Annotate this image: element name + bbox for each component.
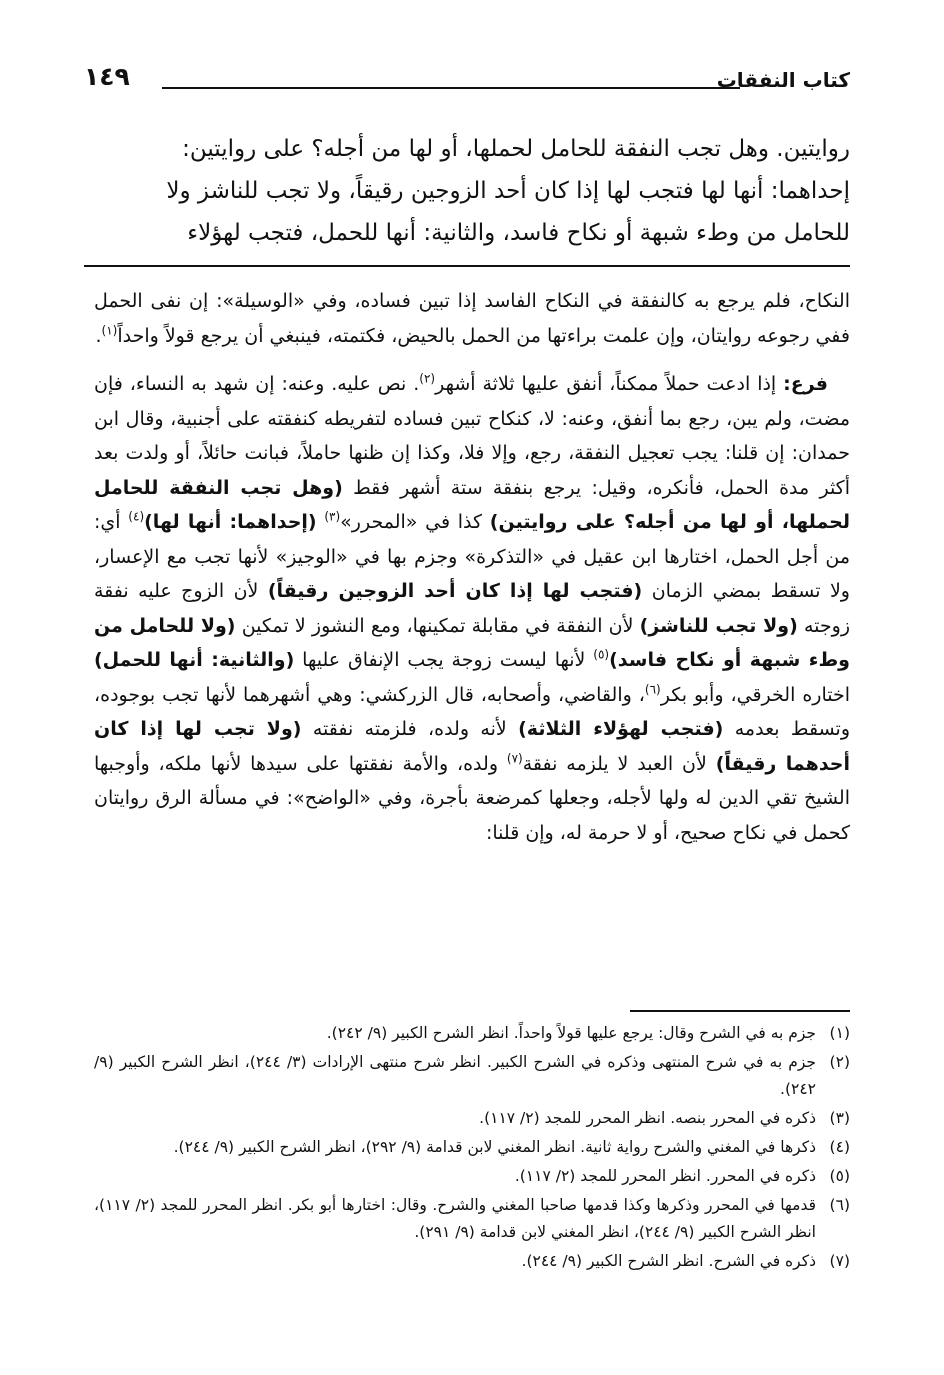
footnote-ref: (٣) xyxy=(324,509,341,524)
sharh-text-run: لأن العبد لا يلزمه نفقة xyxy=(522,752,716,775)
footnote-text: جزم به في شرح المنتهى وذكره في الشرح الكبير. انظر شرح منتهى الإرادات (٣/ ٢٤٤)، انظر الشرح الكبير (٩/ ٢٤٢). xyxy=(94,1053,816,1098)
sharh-text-run: ، والقاضي، وأصحابه، قال الزركشي: وهي أشهرهما لأنها تجب بوجوده، وتسقط بعدمه xyxy=(94,683,850,740)
sharh-text-run: ولده، والأمة نفقتها على سيدها لأنها ملكه، وأوجبها الشيخ تقي الدين له ولها لأجله، وجعلها كمرضعة بأجرة، وفي «الواضح»: في مسألة الرق روايتان كحمل في نكاح صحيح، أو لا حرمة له، وإن قلنا: xyxy=(94,752,850,844)
footnote-ref: (٢) xyxy=(419,371,436,386)
footnote-number: (٤) xyxy=(829,1138,850,1156)
matn-quote: (والثانية: أنها للحمل) xyxy=(94,649,295,671)
footnote-separator xyxy=(630,1010,850,1012)
matn-line: إحداهما: أنها لها فتجب لها إذا كان أحد الزوجين رقيقاً، ولا تجب للناشز ولا xyxy=(166,178,850,204)
footnote-text: قدمها في المحرر وذكرها وكذا قدمها صاحبا المغني والشرح. وقال: اختارها أبو بكر. انظر المحرر للمجد (٢/ ١١٧)، انظر الشرح الكبير (٩/ ٢٤٤)، انظر المغني لابن قدامة (٩/ ٢٩١). xyxy=(94,1196,817,1241)
sharh-text-run: إذا ادعت حملاً ممكناً، أنفق عليها ثلاثة أشهر xyxy=(435,373,784,395)
page-number: ١٤٩ xyxy=(84,62,130,91)
far-label: فرع: xyxy=(783,373,828,395)
footnotes xyxy=(94,1020,850,1277)
footnote-number: (٣) xyxy=(829,1109,850,1127)
matn-quote: (فتجب لهؤلاء الثلاثة) xyxy=(518,718,724,740)
footnote-text: ذكره في الشرح. انظر الشرح الكبير (٩/ ٢٤٤). xyxy=(521,1252,816,1270)
footnote-number: (٥) xyxy=(829,1167,850,1185)
matn-quote: (ولا تجب للناشز) xyxy=(639,614,798,637)
matn-quote: (ولا للحامل من وطء شبهة أو نكاح فاسد) xyxy=(94,614,850,671)
matn-line: للحامل من وطء شبهة أو نكاح فاسد، والثانية: أنها للحمل، فتجب لهؤلاء xyxy=(187,220,850,246)
matn-quote: (وهل تجب النفقة للحامل لحملها، أو لها من أجله؟ على روايتين) xyxy=(94,476,851,533)
footnote-ref: (٤) xyxy=(128,509,145,524)
sharh-text-run: لأنه ولده، فلزمته نفقته xyxy=(301,718,519,740)
footnote-number: (٢) xyxy=(829,1053,850,1071)
footnote-text: ذكره في المحرر بنصه. انظر المحرر للمجد (٢/ ١١٧). xyxy=(479,1109,816,1127)
footnote-ref: (٧) xyxy=(506,751,523,766)
matn-quote: (ولا تجب لها إذا كان أحدهما رقيقاً) xyxy=(94,718,850,775)
sharh-paragraph-1 xyxy=(94,284,850,353)
footnote-text: جزم به في الشرح وقال: يرجع عليها قولاً واحداً. انظر الشرح الكبير (٩/ ٢٤٢). xyxy=(326,1024,816,1042)
footnote xyxy=(94,1105,850,1132)
footnote-number: (٧) xyxy=(829,1252,850,1270)
sharh-text-run: لأن الزوج عليه نفقة زوجته xyxy=(94,580,850,637)
sharh-paragraph-2 xyxy=(94,367,850,850)
sharh-text-run: . xyxy=(95,324,102,347)
footnote-ref: (١) xyxy=(101,323,118,338)
sharh-text-run: اختاره الخرقي، وأبو بكر xyxy=(660,683,851,706)
sharh-text-run: أي: من أجل الحمل، اختارها ابن عقيل في «التذكرة» وجزم بها في «الوجيز» لأنها تجب مع الإعسار، ولا تسقط بمضي الزمان xyxy=(94,511,850,602)
footnote-number: (١) xyxy=(829,1024,850,1042)
sharh-text xyxy=(94,284,850,850)
sharh-text-run: لأنها ليست زوجة يجب الإنفاق عليها xyxy=(294,649,594,671)
footnote xyxy=(94,1134,850,1161)
matn-text xyxy=(94,128,850,254)
sharh-text-run: . نص عليه. وعنه: إن شهد به النساء، فإن مضت، ولم يبن، رجع بما أنفق، وعنه: لا، كنكاح تبين فساده لتفريطه كنفقته على أجنبية، وقال ابن حمدان: إن قلنا: يجب تعجيل النفقة، رجع، وإلا فلا، وكذا إن ظنها حاملاً، فبانت حائلاً، أو ولدت بعد أكثر مدة الحمل، فأنكره، وقيل: يرجع بنفقة ستة أشهر فقط xyxy=(94,373,851,499)
header-rule xyxy=(162,87,740,89)
running-header xyxy=(84,60,850,100)
footnote-ref: (٥) xyxy=(593,647,610,662)
matn-quote: (إحداهما: أنها لها) xyxy=(144,511,317,533)
footnote-ref: (٦) xyxy=(644,682,661,697)
footnote xyxy=(94,1192,850,1246)
sharh-text-run: كذا في «المحرر» xyxy=(340,511,490,533)
book-title: كتاب النفقات xyxy=(716,68,850,92)
footnote-text: ذكره في المحرر. انظر المحرر للمجد (٢/ ١١٧). xyxy=(514,1167,816,1185)
footnote xyxy=(94,1049,850,1103)
matn-quote: (فتجب لها إذا كان أحد الزوجين رقيقاً) xyxy=(267,580,643,602)
matn-line: روايتين. وهل تجب النفقة للحامل لحملها، أو لها من أجله؟ على روايتين: xyxy=(182,136,850,162)
footnote-number: (٦) xyxy=(829,1196,850,1214)
footnote-text: ذكرها في المغني والشرح رواية ثانية. انظر المغني لابن قدامة (٩/ ٢٩٢)، انظر الشرح الكبير (٩/ ٢٤٤). xyxy=(173,1138,816,1156)
footnote xyxy=(94,1248,850,1275)
footnote xyxy=(94,1020,850,1047)
footnote xyxy=(94,1163,850,1190)
matn-separator xyxy=(84,265,850,267)
sharh-text-run: النكاح، فلم يرجع به كالنفقة في النكاح الفاسد إذا تبين فساده، وفي «الوسيلة»: إن نفى الحمل ففي رجوعه روايتان، وإن علمت براءتها من الحمل بالحيض، فكتمته، فينبغي أن يرجع قولاً واحداً xyxy=(94,290,850,347)
sharh-text-run: لأن النفقة في مقابلة تمكينها، ومع النشوز لا تمكين xyxy=(235,614,640,637)
